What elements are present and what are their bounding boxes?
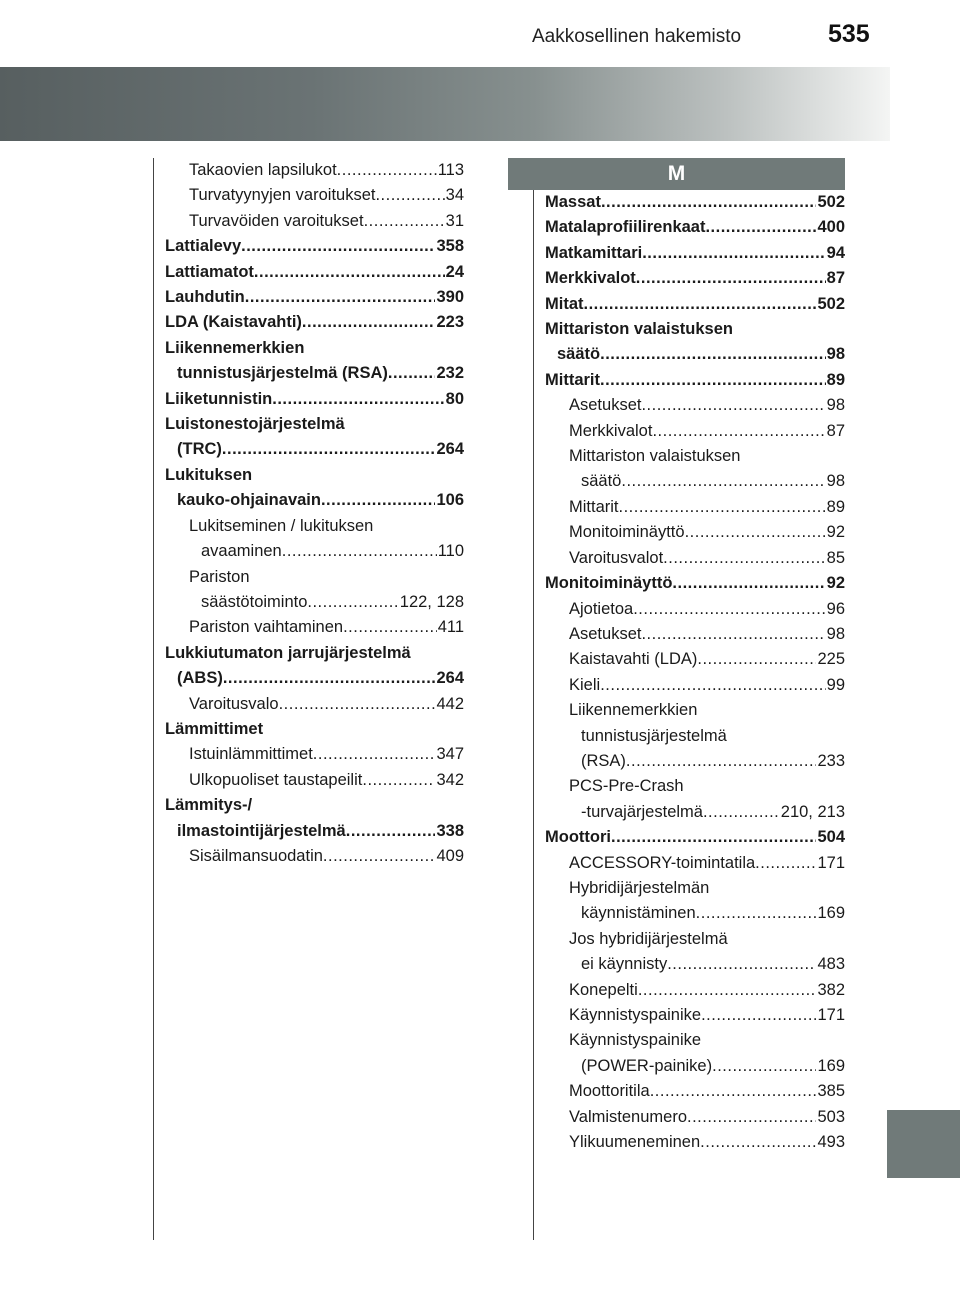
index-entry (165, 768, 464, 793)
page-reference: 99 (826, 675, 845, 694)
dot-leader (600, 673, 825, 698)
index-entry (545, 190, 845, 215)
page-reference: 171 (817, 1006, 845, 1024)
dot-leader (254, 260, 445, 285)
index-entry (545, 597, 845, 622)
index-term: Jos hybridijärjestelmä (569, 929, 728, 948)
index-entry (545, 800, 845, 825)
dot-leader (642, 241, 825, 266)
dot-leader (712, 1054, 816, 1079)
index-column-right (545, 158, 845, 1155)
index-entry (545, 393, 845, 418)
dot-leader (388, 361, 436, 386)
index-term: Sisäilmansuodatin (189, 846, 323, 865)
index-entry (165, 717, 464, 742)
index-term: -turvajärjestelmä (581, 802, 703, 821)
page-reference: 98 (826, 472, 845, 491)
letter-header: M (508, 158, 845, 190)
dot-leader (307, 590, 398, 615)
index-entry (165, 793, 464, 818)
index-entry (545, 495, 845, 520)
index-term: Käynnistyspainike (569, 1006, 702, 1024)
index-entry (165, 437, 464, 462)
page-reference: 110 (437, 542, 464, 561)
index-entry (545, 1054, 845, 1079)
index-term: ilmastointijärjestelmä (177, 821, 346, 840)
index-term: Asetukset (569, 396, 642, 415)
dot-leader (222, 437, 436, 462)
index-entry (165, 666, 464, 691)
index-term: ei käynnisty (581, 955, 668, 974)
header-banner (0, 67, 890, 141)
page-reference: 409 (436, 846, 464, 865)
index-term: Monitoiminäyttö (569, 523, 685, 542)
index-term: Lämmitys-/ (165, 796, 253, 815)
index-term: Asetukset (569, 624, 642, 643)
dot-leader (375, 183, 444, 208)
page-reference: 87 (826, 269, 845, 288)
index-entry (545, 520, 845, 545)
dot-leader (600, 368, 826, 393)
index-term: LDA (Kaistavahti) (165, 313, 302, 332)
dot-leader (650, 1079, 817, 1104)
index-term: Turvavöiden varoitukset (189, 211, 364, 230)
index-term: säästötoiminto (201, 592, 308, 611)
dot-leader (687, 1105, 816, 1130)
index-term: Lukitseminen / lukituksen (189, 516, 374, 535)
page-reference: 85 (826, 548, 845, 567)
page-reference: 338 (436, 821, 464, 840)
page-reference: 98 (826, 624, 845, 643)
page-reference: 400 (817, 218, 845, 237)
page-reference: 233 (817, 751, 845, 770)
index-term: Valmistenumero (569, 1107, 687, 1126)
dot-leader (584, 292, 817, 317)
page-reference: 34 (445, 186, 464, 205)
dot-leader (302, 310, 436, 335)
index-term: tunnistusjärjestelmä (581, 726, 727, 745)
index-entry (165, 514, 464, 539)
index-entry (165, 158, 464, 183)
index-term: Mittariston valaistuksen (569, 447, 741, 466)
index-term: Liikennemerkkien (165, 338, 305, 357)
index-entry (165, 387, 464, 412)
dot-leader (697, 647, 816, 672)
index-entry (545, 317, 845, 342)
index-entry (165, 361, 464, 386)
dot-leader (685, 520, 826, 545)
index-term: Massat (545, 193, 601, 211)
dot-leader (696, 901, 817, 926)
index-term: Varoitusvalot (569, 548, 664, 567)
index-entry (165, 336, 464, 361)
index-term: käynnistäminen (581, 904, 696, 923)
index-term: Matkamittari (545, 243, 643, 262)
index-list-right (545, 190, 845, 1155)
index-entry (545, 952, 845, 977)
page-reference: 122, 128 (399, 592, 464, 611)
page-reference: 503 (817, 1107, 845, 1126)
dot-leader (703, 800, 780, 825)
index-term: säätö (557, 345, 601, 364)
index-entry (545, 444, 845, 469)
dot-leader (755, 851, 816, 876)
column-divider-right (533, 158, 534, 1240)
index-term: Ulkopuoliset taustapeilit (189, 770, 363, 789)
index-term: Lauhdutin (165, 288, 245, 307)
dot-leader (636, 266, 826, 291)
dot-leader (272, 387, 444, 412)
index-entry (165, 819, 464, 844)
page-reference: 169 (817, 1056, 845, 1075)
index-term: PCS-Pre-Crash (569, 777, 684, 796)
dot-leader (279, 692, 436, 717)
index-entry (545, 673, 845, 698)
page-reference: 493 (817, 1133, 845, 1152)
index-entry (545, 469, 845, 494)
page-reference: 411 (437, 618, 464, 637)
index-entry (545, 292, 845, 317)
page-reference: 113 (437, 161, 464, 179)
index-entry (545, 774, 845, 799)
page-reference: 80 (445, 389, 464, 408)
index-term: Ajotietoa (569, 599, 634, 618)
index-entry (165, 285, 464, 310)
dot-leader (663, 546, 825, 571)
index-term: Pariston (189, 567, 250, 586)
index-term: (ABS) (177, 669, 223, 688)
index-term: kauko-ohjainavain (177, 491, 321, 510)
index-entry (545, 876, 845, 901)
dot-leader (638, 978, 817, 1003)
index-entry (165, 641, 464, 666)
page-reference: 87 (826, 421, 845, 440)
page-reference: 504 (817, 828, 845, 847)
page-reference: 502 (817, 294, 845, 313)
index-entry (545, 1130, 845, 1155)
index-entry (545, 368, 845, 393)
index-term: Liikennemerkkien (569, 701, 698, 720)
chapter-tab (887, 1110, 960, 1178)
index-entry (165, 539, 464, 564)
page-reference: 347 (436, 745, 464, 764)
page-reference: 385 (817, 1082, 845, 1101)
index-entry (545, 901, 845, 926)
index-term: Mittariston valaistuksen (545, 320, 733, 339)
page-reference: 169 (817, 904, 845, 923)
index-entry (165, 209, 464, 234)
page-number: 535 (828, 20, 870, 48)
dot-leader (337, 158, 437, 183)
index-entry (545, 215, 845, 240)
dot-leader (364, 209, 445, 234)
index-term: Lukkiutumaton jarrujärjestelmä (165, 643, 411, 662)
dot-leader (633, 597, 825, 622)
index-term: (POWER-painike) (581, 1056, 713, 1075)
index-entry (165, 183, 464, 208)
page-reference: 264 (436, 440, 464, 459)
dot-leader (619, 495, 826, 520)
page-reference: 171 (817, 853, 845, 872)
page-reference: 232 (436, 364, 464, 383)
dot-leader (700, 1130, 816, 1155)
index-term: avaaminen (201, 542, 282, 561)
page-reference: 98 (826, 396, 845, 415)
dot-leader (321, 488, 436, 513)
page-reference: 225 (817, 650, 845, 669)
index-entry (165, 260, 464, 285)
index-entry (545, 978, 845, 1003)
dot-leader (601, 190, 817, 215)
dot-leader (245, 285, 436, 310)
index-entry (165, 615, 464, 640)
index-entry (545, 266, 845, 291)
dot-leader (705, 215, 816, 240)
index-entry (545, 647, 845, 672)
index-entry (165, 844, 464, 869)
page-reference: 106 (436, 491, 464, 510)
dot-leader (641, 393, 825, 418)
dot-leader (641, 622, 825, 647)
index-entry (165, 310, 464, 335)
index-term: Liiketunnistin (165, 389, 273, 408)
dot-leader (626, 749, 817, 774)
index-term: Lattiamatot (165, 262, 254, 281)
page-reference: 96 (826, 599, 845, 618)
index-term: Mittarit (545, 370, 600, 389)
index-term: Luistonestojärjestelmä (165, 415, 345, 434)
index-entry (545, 419, 845, 444)
index-entry (545, 622, 845, 647)
page-reference: 223 (436, 313, 464, 332)
page-reference: 92 (826, 574, 845, 593)
dot-leader (611, 825, 816, 850)
index-entry (545, 342, 845, 367)
page-reference: 24 (445, 262, 464, 281)
index-entry (545, 1003, 845, 1028)
index-entry (165, 590, 464, 615)
index-entry (545, 749, 845, 774)
index-entry (545, 1079, 845, 1104)
page-reference: 89 (826, 370, 845, 389)
index-term: Turvatyynyjen varoitukset (189, 186, 376, 205)
index-term: Moottori (545, 828, 611, 847)
dot-leader (600, 342, 826, 367)
index-term: Hybridijärjestelmän (569, 878, 710, 897)
dot-leader (621, 469, 825, 494)
index-term: Monitoiminäyttö (545, 574, 673, 593)
index-term: Kaistavahti (LDA) (569, 650, 698, 669)
index-term: (RSA) (581, 751, 626, 770)
dot-leader (282, 539, 437, 564)
index-entry (545, 851, 845, 876)
index-entry (545, 241, 845, 266)
index-term: Ylikuumeneminen (569, 1133, 701, 1152)
dot-leader (241, 234, 435, 259)
dot-leader (223, 666, 436, 691)
page-reference: 483 (817, 955, 845, 974)
index-term: Mittarit (569, 497, 619, 516)
index-entry (545, 825, 845, 850)
index-entry (545, 1105, 845, 1130)
dot-leader (652, 419, 825, 444)
page-reference: 94 (826, 243, 845, 262)
index-entry (545, 571, 845, 596)
index-term: Istuinlämmittimet (189, 745, 313, 764)
page-reference: 342 (436, 770, 464, 789)
index-term: Lattialevy (165, 237, 242, 256)
page-reference: 382 (817, 980, 845, 999)
page-reference: 210, 213 (780, 802, 845, 821)
dot-leader (701, 1003, 816, 1028)
index-term: Käynnistyspainike (569, 1031, 702, 1050)
index-term: Merkkivalot (545, 269, 636, 288)
index-term: Moottoritila (569, 1082, 650, 1101)
index-entry (165, 412, 464, 437)
dot-leader (346, 819, 436, 844)
index-term: (TRC) (177, 440, 222, 459)
index-entry (545, 698, 845, 723)
index-term: ACCESSORY-toimintatila (569, 853, 756, 872)
dot-leader (672, 571, 825, 596)
index-entry (165, 692, 464, 717)
dot-leader (313, 742, 436, 767)
index-term: tunnistusjärjestelmä (RSA) (177, 364, 388, 383)
section-title: Aakkosellinen hakemisto (532, 26, 742, 47)
page-reference: 502 (817, 193, 845, 211)
dot-leader (323, 844, 436, 869)
index-term: Merkkivalot (569, 421, 653, 440)
page-reference: 31 (445, 211, 464, 230)
index-entry (165, 742, 464, 767)
page-reference: 442 (436, 694, 464, 713)
index-term: Varoitusvalo (189, 694, 279, 713)
index-entry (545, 724, 845, 749)
index-entry (545, 546, 845, 571)
page-reference: 390 (436, 288, 464, 307)
index-term: Lämmittimet (165, 719, 264, 738)
page-reference: 358 (436, 237, 464, 256)
page-reference: 89 (826, 497, 845, 516)
column-divider-left (153, 158, 154, 1240)
page-reference: 92 (826, 523, 845, 542)
index-entry (165, 565, 464, 590)
dot-leader (667, 952, 816, 977)
dot-leader (343, 615, 437, 640)
index-term: Pariston vaihtaminen (189, 618, 344, 637)
page-reference: 264 (436, 669, 464, 688)
index-term: Konepelti (569, 980, 638, 999)
index-term: Matalaprofiilirenkaat (545, 218, 706, 237)
index-term: Lukituksen (165, 465, 253, 484)
index-term: Takaovien lapsilukot (189, 161, 337, 179)
index-entry (545, 1028, 845, 1053)
index-entry (165, 488, 464, 513)
index-entry (545, 927, 845, 952)
index-column-left (165, 158, 464, 869)
index-term: Kieli (569, 675, 601, 694)
index-entry (165, 234, 464, 259)
index-entry (165, 463, 464, 488)
dot-leader (362, 768, 435, 793)
page-reference: 98 (826, 345, 845, 364)
index-term: Mitat (545, 294, 584, 313)
index-term: säätö (581, 472, 622, 491)
